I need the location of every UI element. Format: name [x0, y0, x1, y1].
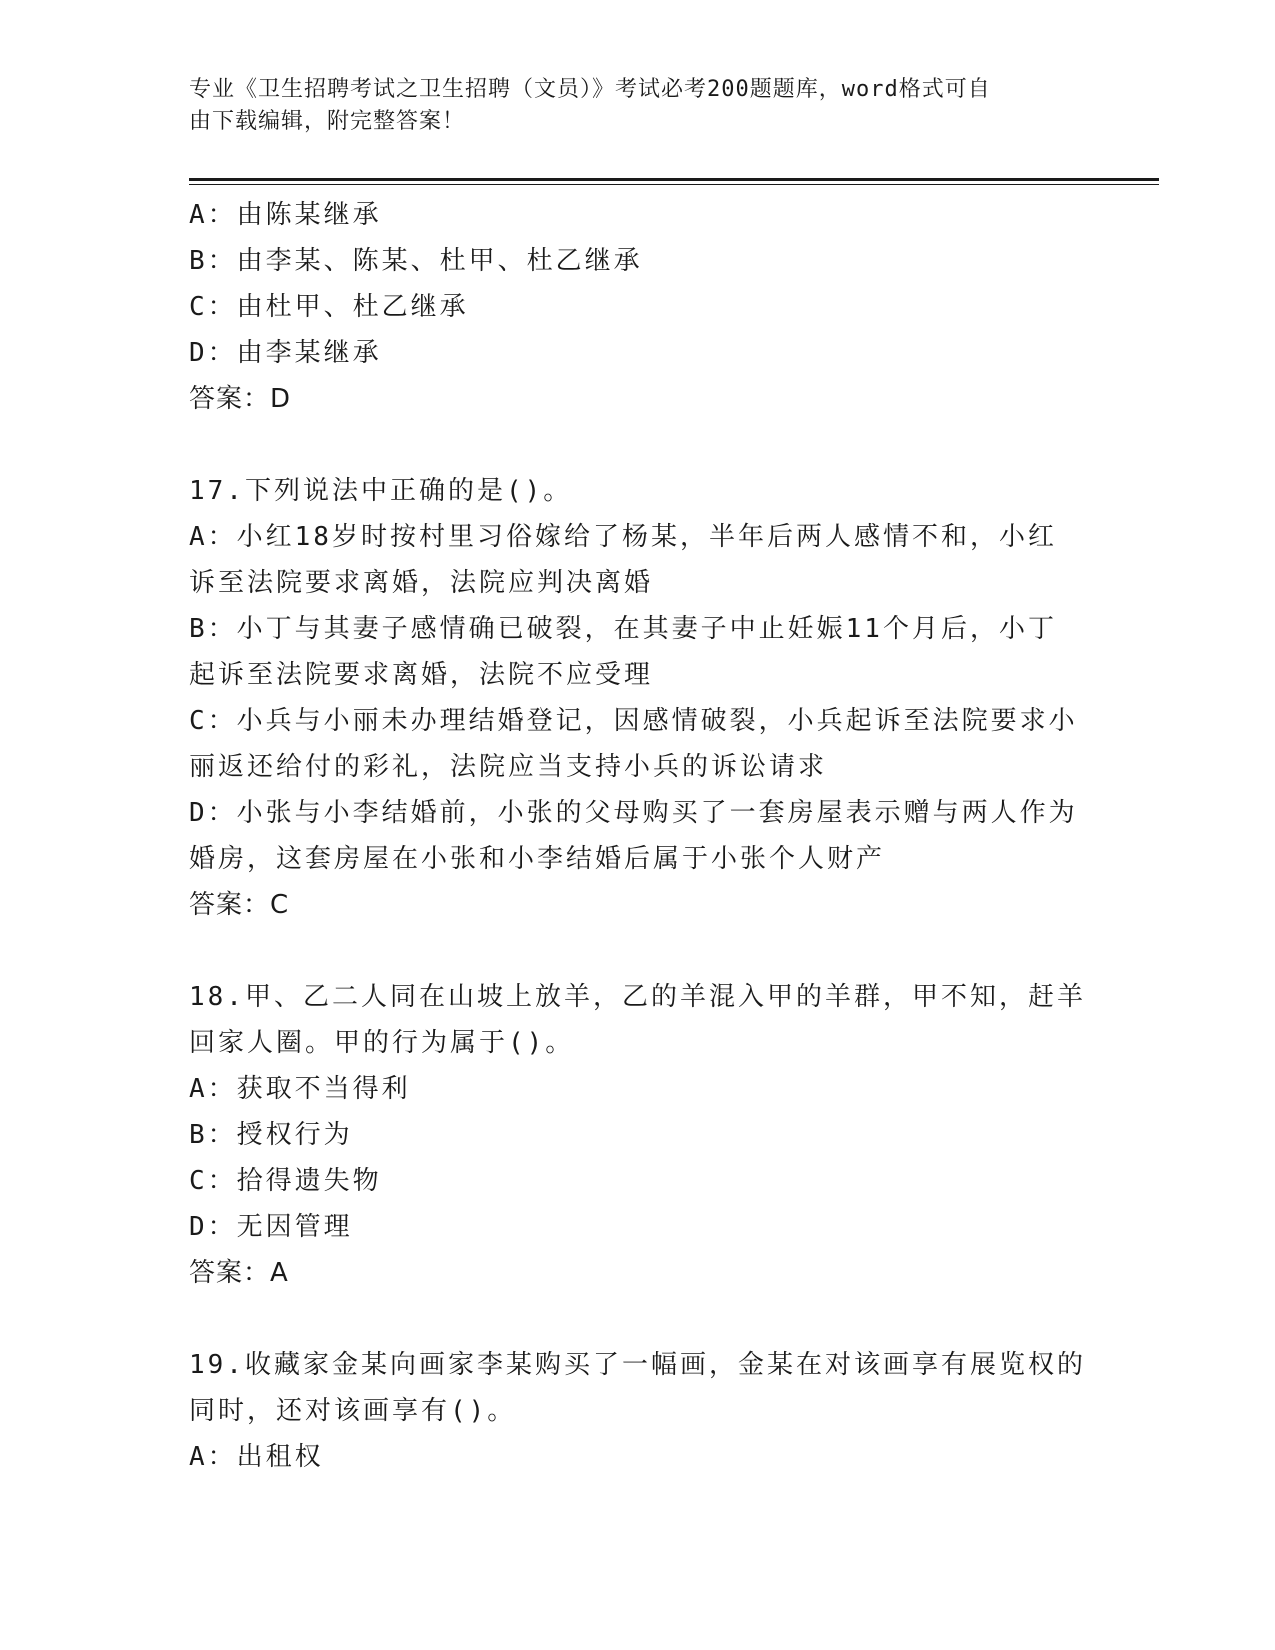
option-d: D：由李某继承: [189, 338, 382, 368]
answer-line: 答案：A: [189, 1258, 289, 1288]
answer-line: 答案：D: [189, 384, 292, 414]
spacer: [189, 928, 1089, 974]
question-stem: 18.甲、乙二人同在山坡上放羊，乙的羊混入甲的羊群，甲不知，赶羊: [189, 982, 1086, 1012]
option-c: C：小兵与小丽未办理结婚登记，因感情破裂，小兵起诉至法院要求小: [189, 706, 1078, 736]
question-16-continued: [189, 192, 1089, 422]
option-b: B：由李某、陈某、杜甲、杜乙继承: [189, 246, 643, 276]
header-rule-thin: [189, 184, 1159, 185]
option-c-continued: 丽返还给付的彩礼，法院应当支持小兵的诉讼请求: [189, 752, 828, 782]
option-c: C：拾得遗失物: [189, 1166, 382, 1196]
spacer: [189, 422, 1089, 468]
option-b: B：小丁与其妻子感情确已破裂，在其妻子中止妊娠11个月后，小丁: [189, 614, 1057, 644]
header-line-2: 由下载编辑，附完整答案！: [189, 109, 466, 134]
question-stem-continued: 回家人圈。甲的行为属于()。: [189, 1028, 575, 1058]
document-header: [189, 74, 1089, 138]
header-rule-thick: [189, 178, 1159, 181]
spacer: [189, 1296, 1089, 1342]
question-17: [189, 468, 1089, 928]
question-18: [189, 974, 1089, 1296]
option-d: D：无因管理: [189, 1212, 353, 1242]
option-b-continued: 起诉至法院要求离婚，法院不应受理: [189, 660, 654, 690]
option-a: A：出租权: [189, 1442, 324, 1472]
question-19: [189, 1342, 1089, 1480]
answer-line: 答案：C: [189, 890, 290, 920]
option-d-continued: 婚房，这套房屋在小张和小李结婚后属于小张个人财产: [189, 844, 886, 874]
option-a-continued: 诉至法院要求离婚，法院应判决离婚: [189, 568, 654, 598]
option-c: C：由杜甲、杜乙继承: [189, 292, 469, 322]
option-a: A：小红18岁时按村里习俗嫁给了杨某，半年后两人感情不和，小红: [189, 522, 1057, 552]
option-d: D：小张与小李结婚前，小张的父母购买了一套房屋表示赠与两人作为: [189, 798, 1078, 828]
question-stem-continued: 同时，还对该画享有()。: [189, 1396, 517, 1426]
option-a: A：由陈某继承: [189, 200, 382, 230]
document-content: [189, 192, 1089, 1480]
question-stem: 17.下列说法中正确的是()。: [189, 476, 573, 506]
option-a: A：获取不当得利: [189, 1074, 411, 1104]
header-line-1: 专业《卫生招聘考试之卫生招聘（文员）》考试必考200题题库，word格式可自: [189, 77, 991, 102]
question-stem: 19.收藏家金某向画家李某购买了一幅画，金某在对该画享有展览权的: [189, 1350, 1086, 1380]
option-b: B：授权行为: [189, 1120, 353, 1150]
